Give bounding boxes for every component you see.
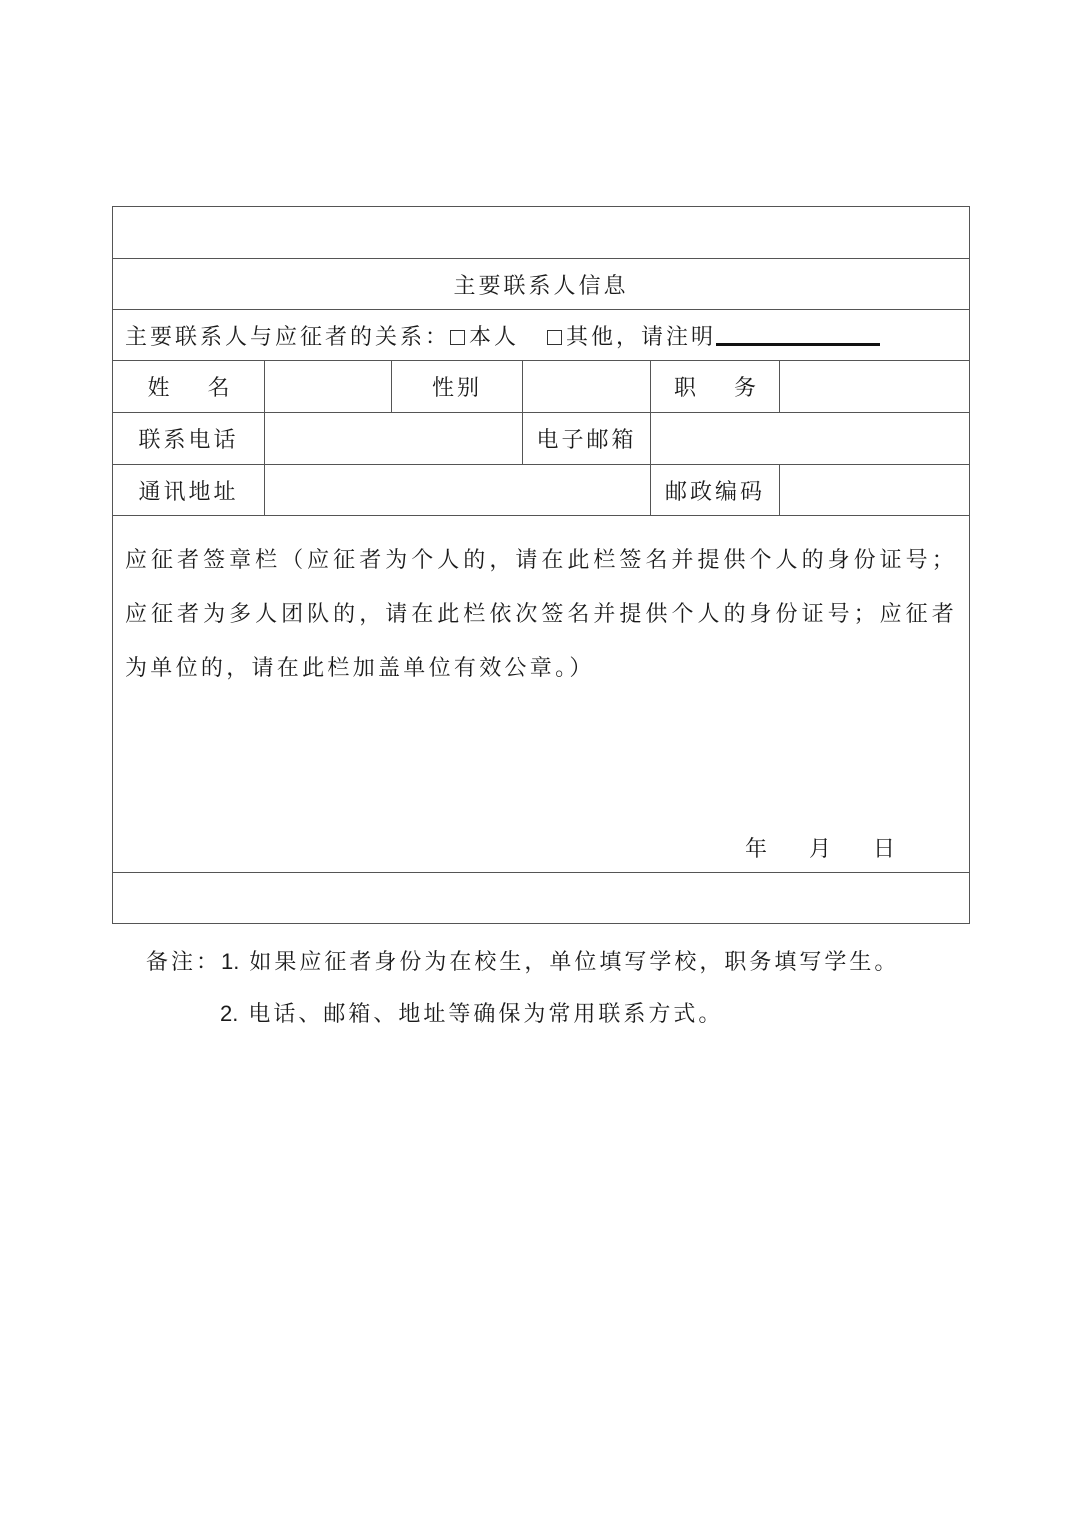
note-item-2 (146, 992, 946, 1036)
phone-row (113, 413, 970, 465)
signature-row (113, 516, 970, 873)
email-field[interactable] (651, 413, 970, 465)
relation-row (113, 310, 970, 361)
phone-label: 联系电话 (113, 413, 265, 465)
address-label: 通讯地址 (113, 465, 265, 516)
top-blank-cell (113, 207, 970, 259)
day-label: 日 (873, 837, 896, 862)
note-1-text: 如果应征者身份为在校生，单位填写学校，职务填写学生。 (249, 950, 900, 975)
address-field[interactable] (265, 465, 651, 516)
section-title: 主要联系人信息 (113, 259, 970, 310)
other-specify-field[interactable] (716, 323, 880, 346)
relation-cell (113, 310, 970, 361)
contact-info-form (112, 206, 970, 924)
signature-area[interactable] (113, 516, 970, 873)
note-item-1 (146, 940, 946, 984)
notes-prefix: 备注： (146, 950, 222, 975)
bottom-blank-row (113, 873, 970, 924)
position-label: 职 务 (651, 361, 780, 413)
other-option-label: 其他，请注明 (566, 324, 717, 350)
position-field[interactable] (780, 361, 970, 413)
month-label: 月 (809, 837, 832, 862)
gender-field[interactable] (523, 361, 651, 413)
name-row (113, 361, 970, 413)
top-blank-row (113, 207, 970, 259)
note-2-text: 电话、邮箱、地址等确保为常用联系方式。 (248, 1002, 724, 1027)
year-label: 年 (745, 837, 768, 862)
other-checkbox[interactable] (547, 330, 562, 345)
phone-field[interactable] (265, 413, 523, 465)
address-row (113, 465, 970, 516)
signature-instructions: 应征者签章栏（应征者为个人的，请在此栏签名并提供个人的身份证号；应征者为多人团队的，请在此栏依次签名并提供个人的身份证号；应征者为单位的，请在此栏加盖单位有效公章。） (125, 548, 957, 681)
gender-label: 性别 (392, 361, 523, 413)
email-label: 电子邮箱 (523, 413, 651, 465)
notes (146, 940, 946, 1036)
note-2-number: 2. (220, 1001, 239, 1026)
bottom-blank-cell (113, 873, 970, 924)
relation-label: 主要联系人与应征者的关系： (125, 324, 451, 350)
name-label: 姓 名 (113, 361, 265, 413)
self-checkbox[interactable] (450, 330, 465, 345)
signature-date (745, 832, 895, 863)
section-title-row (113, 259, 970, 310)
name-field[interactable] (265, 361, 392, 413)
postcode-label: 邮政编码 (651, 465, 780, 516)
self-option-label: 本人 (469, 324, 520, 350)
postcode-field[interactable] (780, 465, 970, 516)
note-1-number: 1. (221, 949, 240, 974)
